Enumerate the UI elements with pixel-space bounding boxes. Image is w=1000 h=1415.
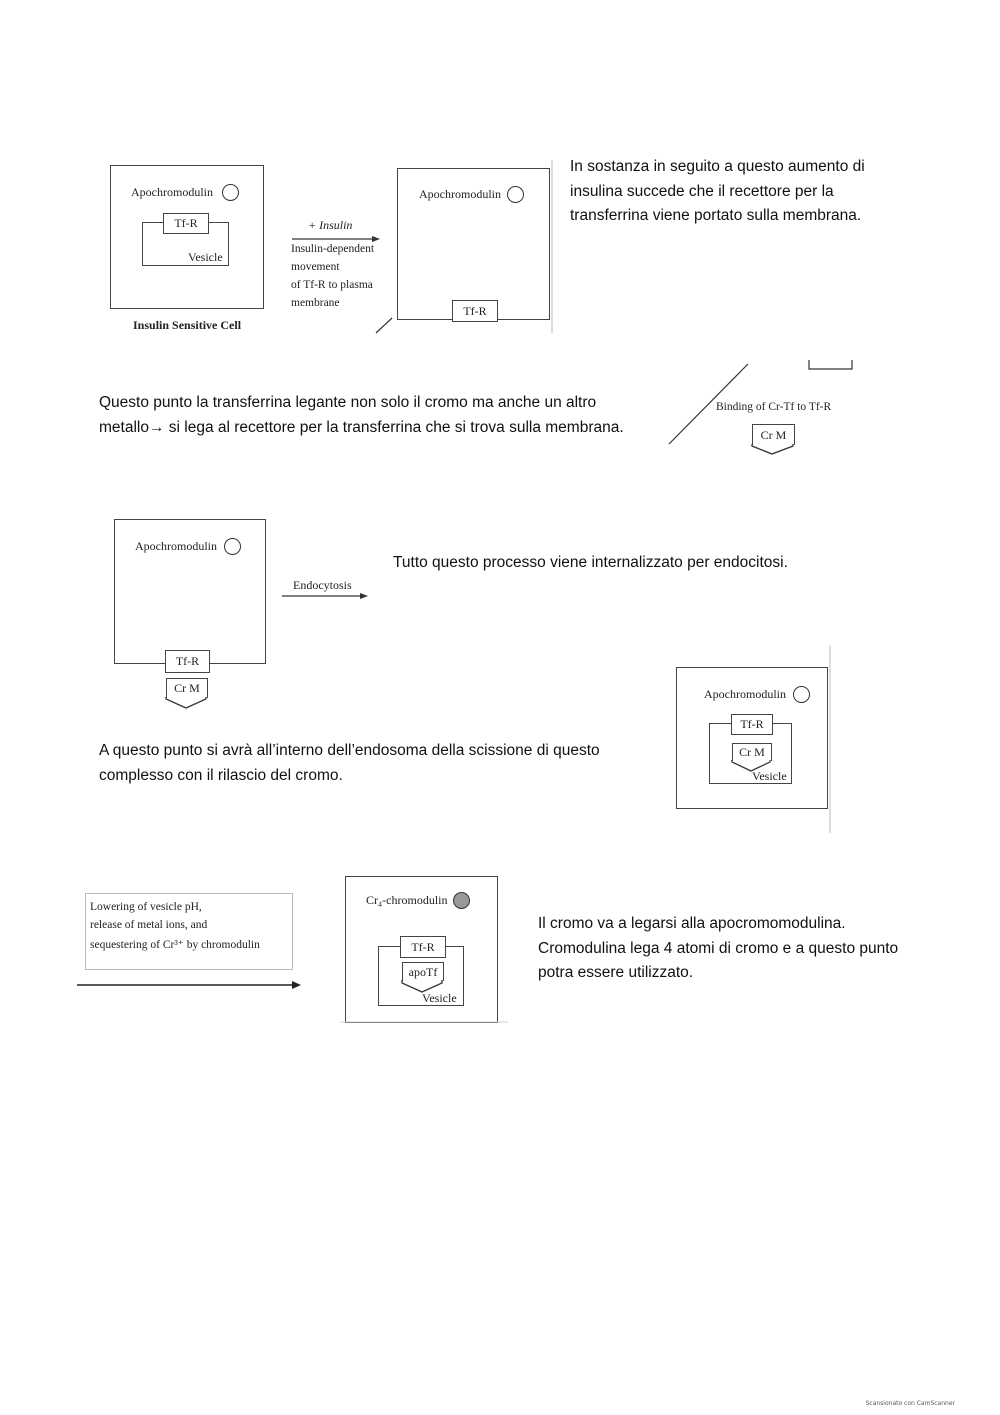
paragraph-endosome-scission: A questo punto si avrà all’interno dell’endosoma della scissione di questo complesso con il rilascio del cromo. [99, 742, 600, 784]
paragraph-chromodulin: Il cromo va a legarsi alla apocromomodulina. Cromodulina lega 4 atomi di cromo e a questo punto potra essere utilizzato. [538, 915, 899, 981]
apochromodulin-label-4: Apochromodulin [704, 687, 786, 701]
lowering-line-1: Lowering of vesicle pH, [90, 901, 202, 913]
chromodulin-label: Cr₄-chromodulin [366, 893, 448, 907]
apochromodulin-label-3: Apochromodulin [135, 539, 217, 553]
cell-caption: Insulin Sensitive Cell [133, 318, 242, 332]
paragraph-insulin-membrane: In sostanza in seguito a questo aumento di insulina succede che il recettore per la transferrina viene portato sulla membrana. [570, 158, 865, 224]
binding-label: Binding of Cr-Tf to Tf-R [716, 401, 832, 413]
apochromodulin-label: Apochromodulin [131, 185, 213, 199]
vesicle-label-4: Vesicle [752, 769, 787, 783]
vesicle-label: Vesicle [188, 250, 223, 264]
crm-box-4: Cr M [732, 743, 772, 761]
lowering-line-3: sequestering of Cr³⁺ by chromodulin [90, 939, 260, 951]
tfr-box-4: Tf-R [731, 714, 773, 735]
paragraph-endocytosis: Tutto questo processo viene internalizzato per endocitosi. [393, 554, 788, 571]
footer-watermark: Scansionato con CamScanner [865, 1400, 955, 1407]
lowering-line-2: release of metal ions, and [90, 919, 208, 931]
crm-box-binding: Cr M [752, 424, 795, 445]
tfr-box: Tf-R [163, 213, 209, 234]
tfr-box-3: Tf-R [165, 650, 210, 673]
apotf-box: apoTf [402, 962, 444, 981]
movement-line-3: of Tf-R to plasma [291, 279, 373, 291]
crm-box-3: Cr M [166, 678, 208, 698]
endocytosis-label: Endocytosis [293, 578, 352, 592]
movement-line-4: membrane [291, 297, 340, 309]
tfr-membrane-box: Tf-R [452, 300, 498, 322]
tfr-box-5: Tf-R [400, 936, 446, 958]
paragraph-transferrin-binding: Questo punto la transferrina legante non solo il cromo ma anche un altro metallo→ si lega al recettore per la transferrina che si trova sulla membrana. [99, 394, 624, 436]
movement-line-1: Insulin-dependent [291, 243, 375, 255]
apochromodulin-label-2: Apochromodulin [419, 187, 501, 201]
vesicle-label-5: Vesicle [422, 991, 457, 1005]
movement-line-2: movement [291, 261, 340, 273]
insulin-label: + Insulin [308, 218, 353, 232]
